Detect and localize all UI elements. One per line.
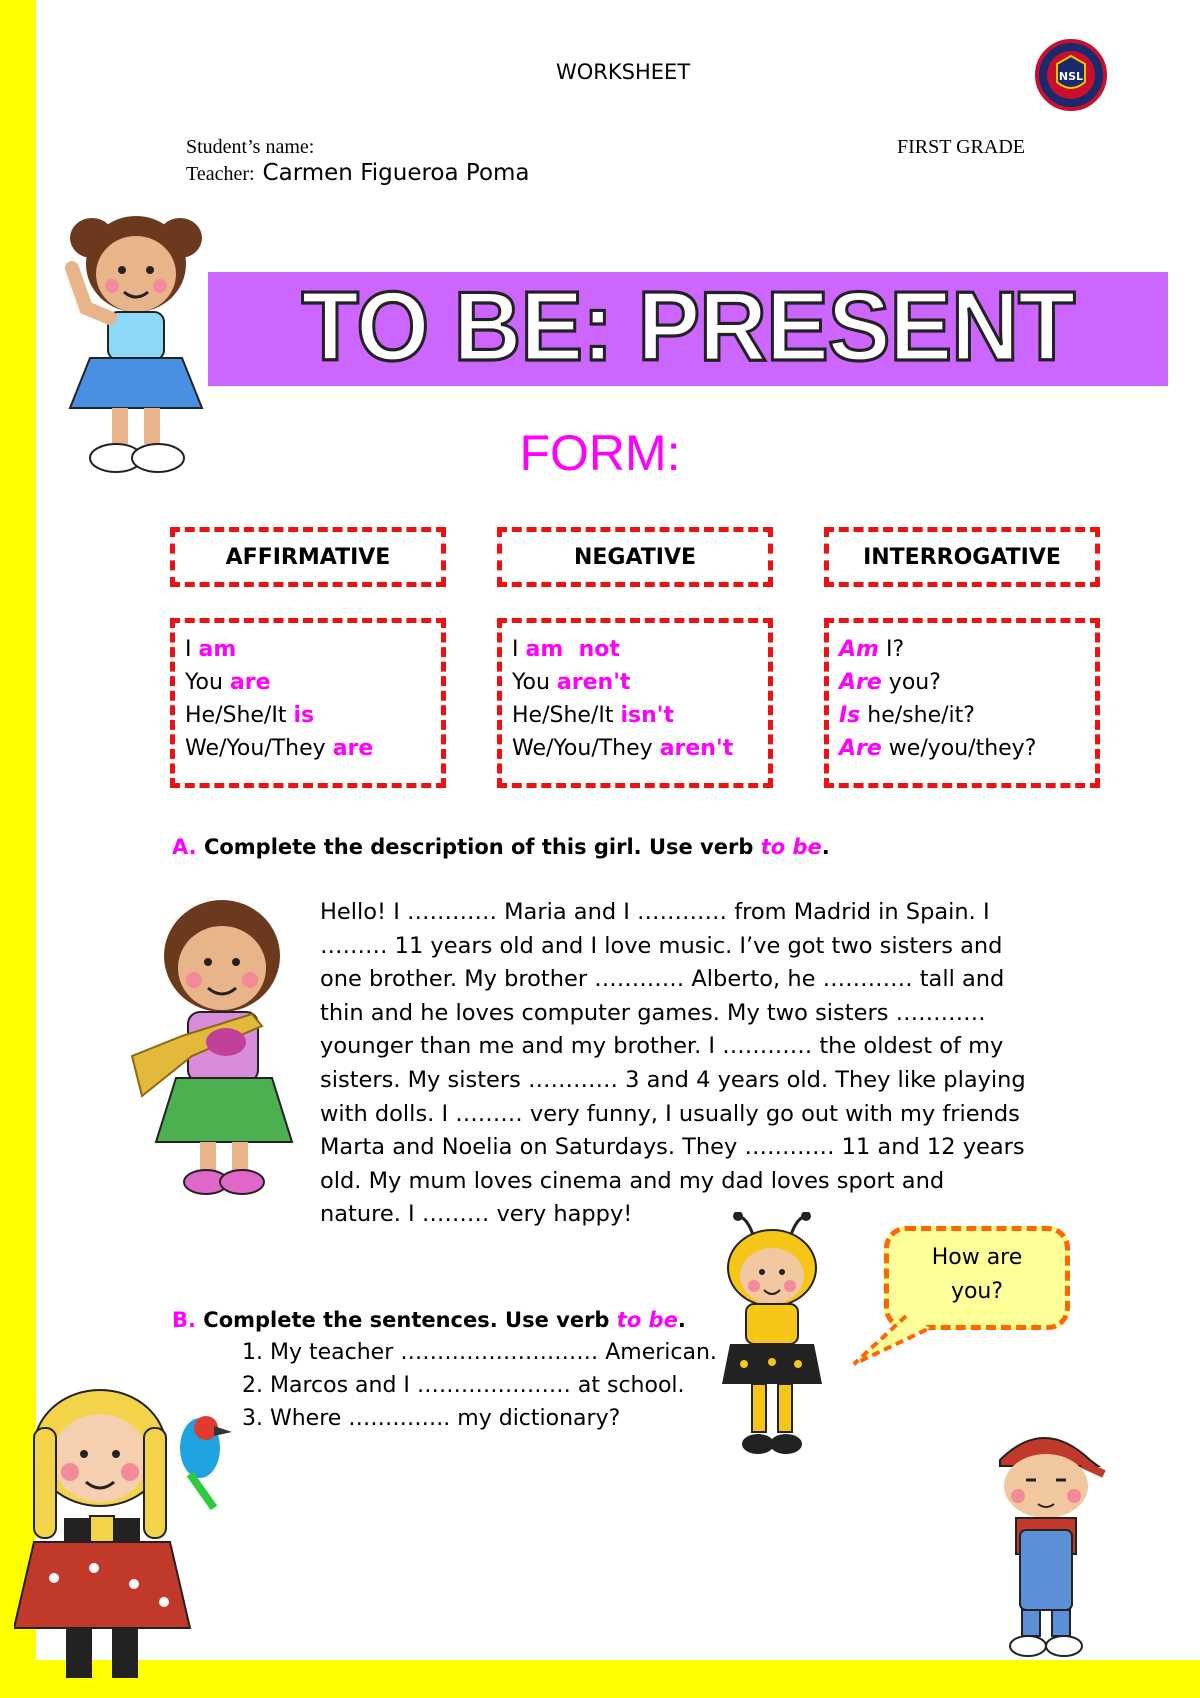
section-a-instruction: A. Complete the description of this girl. Use verb to be.	[172, 835, 830, 859]
table-row: He/She/It is	[185, 703, 315, 728]
title-banner	[208, 272, 1168, 386]
list-item: 2. Marcos and I ………………… at school.	[242, 1373, 685, 1398]
speech-bubble-tail	[850, 1310, 940, 1370]
list-item: 3. Where ………….. my dictionary?	[242, 1406, 621, 1431]
bee-girl-illustration	[718, 1212, 826, 1462]
banner-title: TO BE: PRESENT	[301, 272, 1075, 381]
negative-header: NEGATIVE	[497, 527, 773, 587]
table-row: He/She/It isn't	[512, 703, 675, 728]
svg-text:NSL: NSL	[1058, 70, 1084, 83]
form-heading: FORM:	[519, 425, 681, 481]
table-row: Are you?	[839, 670, 941, 695]
teacher-name: Carmen Figueroa Poma	[262, 160, 530, 186]
affirmative-table	[170, 618, 446, 788]
student-name-label: Student’s name:	[186, 136, 315, 158]
table-row: I am not	[512, 637, 620, 662]
list-item: 1. My teacher ……………………… American.	[242, 1340, 717, 1365]
table-row: Is he/she/it?	[839, 703, 975, 728]
worksheet-title: WORKSHEET	[556, 60, 691, 84]
boy-with-cap-illustration	[986, 1420, 1106, 1660]
pirate-girl-illustration	[14, 1388, 240, 1688]
table-row: Am I?	[839, 637, 905, 662]
speech-bubble: How are you?	[884, 1226, 1070, 1330]
interrogative-table	[824, 618, 1100, 788]
table-row: You aren't	[512, 670, 631, 695]
school-crest-logo	[1032, 38, 1110, 112]
grade-label: FIRST GRADE	[897, 136, 1025, 158]
negative-table	[497, 618, 773, 788]
section-b-instruction: B. Complete the sentences. Use verb to be.	[172, 1308, 686, 1332]
trumpet-girl-illustration	[122, 896, 302, 1202]
table-row: We/You/They aren't	[512, 736, 734, 761]
teacher-label: Teacher:	[186, 163, 255, 185]
table-row: You are	[185, 670, 271, 695]
table-row: We/You/They are	[185, 736, 374, 761]
affirmative-header: AFFIRMATIVE	[170, 527, 446, 587]
table-row: I am	[185, 637, 237, 662]
description-paragraph: Hello! I ………… Maria and I ………… from Madrid in Spain. I ……… 11 years old and I love music. I’ve got two sisters and one brother. My brother ………… Alberto, he ………… tall and thin and he loves computer games. My two sisters ………… younger than me and my brother. I ………… the oldest of my sisters. My sisters ………… 3 and 4 years old. They like playing with dolls. I ……… very funny, I usually go out with my friends Marta and Noelia on Saturdays. They ………… 11 and 12 years old. My mum loves cinema and my dad loves sport and nature. I ……… very happy!	[320, 899, 1026, 1228]
table-row: Are we/you/they?	[839, 736, 1037, 761]
teacher-line	[186, 160, 530, 186]
interrogative-header: INTERROGATIVE	[824, 527, 1100, 587]
